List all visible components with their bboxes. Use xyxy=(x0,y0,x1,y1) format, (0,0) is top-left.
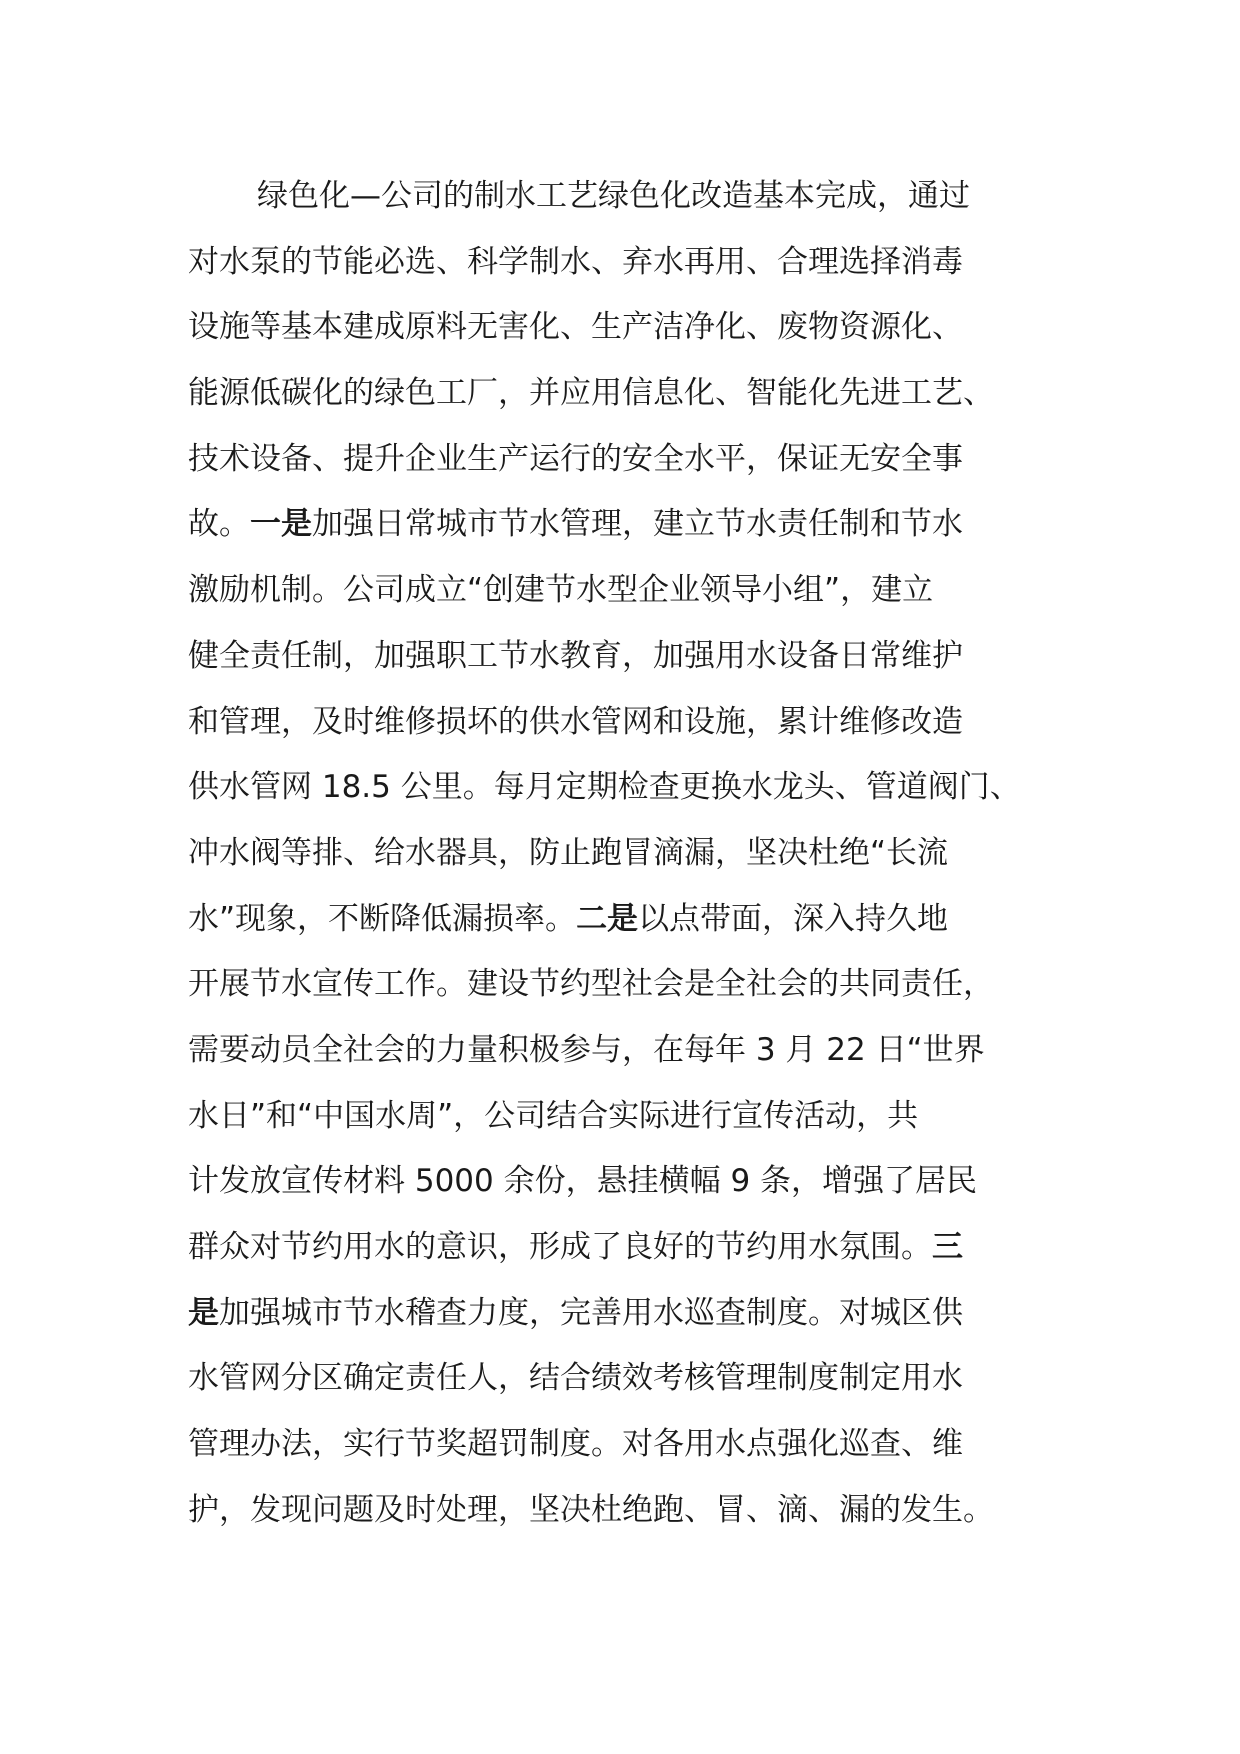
text-run: 管理办法，实行节奖超罚制度。对各用水点强化巡查、维 xyxy=(188,1426,963,1463)
text-run: 故。 xyxy=(188,506,250,543)
text-line xyxy=(188,1149,1088,1215)
text-line xyxy=(188,1412,1088,1478)
bold-heading-run: 是 xyxy=(188,1294,219,1331)
text-run: 水”现象，不断降低漏损率。 xyxy=(188,900,577,937)
text-run: 以点带面，深入持久地 xyxy=(638,900,949,937)
text-line xyxy=(188,230,1088,296)
text-line xyxy=(188,295,1088,361)
bold-heading-run: 三 xyxy=(932,1229,963,1265)
text-line xyxy=(188,1215,1088,1281)
text-line xyxy=(188,821,1088,887)
text-run: 群众对节约用水的意识，形成了良好的节约用水氛围。 xyxy=(188,1229,932,1265)
text-run: 水管网分区确定责任人，结合绩效考核管理制度制定用水 xyxy=(188,1360,963,1397)
bold-heading-run: 一是 xyxy=(250,506,312,543)
text-line xyxy=(188,427,1088,493)
text-line xyxy=(188,755,1088,821)
text-run: 冲水阀等排、给水器具，防止跑冒滴漏，坚决杜绝“长流 xyxy=(188,834,949,871)
text-line xyxy=(188,492,1088,558)
text-line xyxy=(188,1478,1088,1544)
text-line xyxy=(188,1018,1088,1084)
text-run: 对水泵的节能必选、科学制水、弃水再用、合理选择消毒 xyxy=(188,243,963,280)
text-run: 技术设备、提升企业生产运行的安全水平，保证无安全事 xyxy=(188,440,963,477)
text-line xyxy=(188,690,1088,756)
text-run: 加强日常城市节水管理，建立节水责任制和节水 xyxy=(312,506,963,543)
text-line xyxy=(188,1346,1088,1412)
text-run: 加强城市节水稽查力度，完善用水巡查制度。对城区供 xyxy=(219,1294,963,1331)
text-run: 绿色化—公司的制水工艺绿色化改造基本完成，通过 xyxy=(257,178,970,214)
text-line xyxy=(188,1084,1088,1150)
text-line xyxy=(188,558,1088,624)
text-run: 能源低碳化的绿色工厂，并应用信息化、智能化先进工艺、 xyxy=(188,375,994,412)
text-run: 护，发现问题及时处理，坚决杜绝跑、冒、滴、漏的发生。 xyxy=(188,1491,994,1528)
text-line xyxy=(188,952,1088,1018)
text-line xyxy=(188,361,1088,427)
text-line xyxy=(188,164,1088,230)
text-run: 供水管网 18.5 公里。每月定期检查更换水龙头、管道阀门、 xyxy=(188,769,1021,806)
bold-heading-run: 二是 xyxy=(576,900,639,937)
text-line xyxy=(188,624,1088,690)
text-run: 激励机制。公司成立“创建节水型企业领导小组”，建立 xyxy=(188,572,934,609)
text-run: 水日”和“中国水周”，公司结合实际进行宣传活动，共 xyxy=(188,1097,919,1134)
text-line xyxy=(188,887,1088,953)
text-run: 计发放宣传材料 5000 余份，悬挂横幅 9 条，增强了居民 xyxy=(188,1163,978,1200)
text-line xyxy=(188,1281,1088,1347)
text-run: 设施等基本建成原料无害化、生产洁净化、废物资源化、 xyxy=(188,309,963,346)
text-run: 需要动员全社会的力量积极参与，在每年 3 月 22 日“世界 xyxy=(188,1031,985,1068)
text-run: 和管理，及时维修损坏的供水管网和设施，累计维修改造 xyxy=(188,703,963,740)
body-paragraph xyxy=(188,164,1088,1543)
text-run: 健全责任制，加强职工节水教育，加强用水设备日常维护 xyxy=(188,637,963,674)
text-run: 开展节水宣传工作。建设节约型社会是全社会的共同责任， xyxy=(188,966,994,1003)
